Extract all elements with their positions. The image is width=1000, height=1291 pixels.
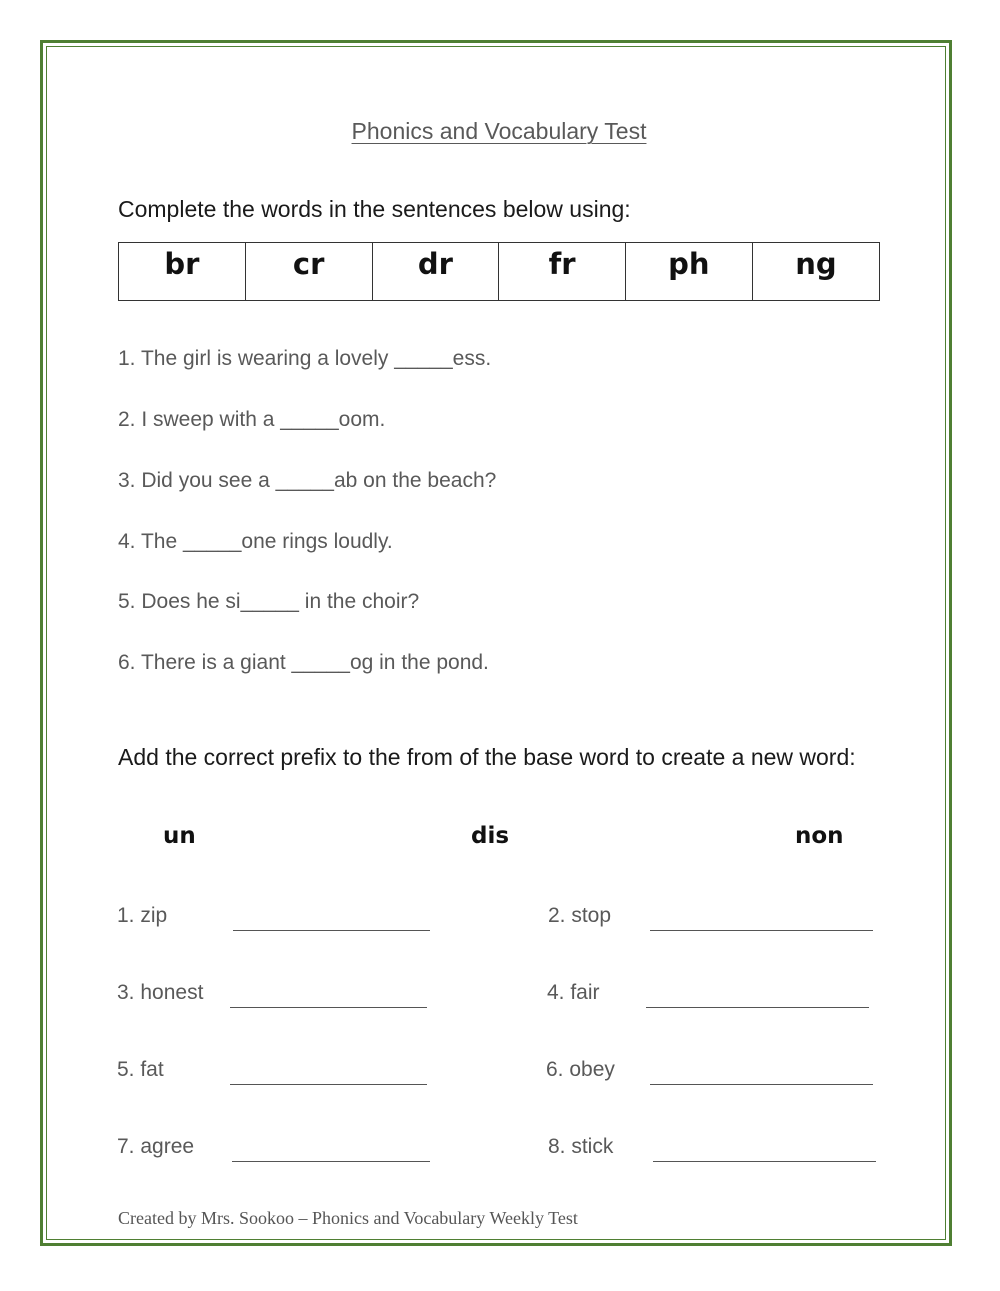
answer-line-7[interactable] [232, 1161, 430, 1162]
answer-line-6[interactable] [650, 1084, 873, 1085]
word-item-6: 6. obey [546, 1058, 615, 1081]
section2-instruction: Add the correct prefix to the from of the base word to create a new word: [118, 744, 856, 770]
answer-line-5[interactable] [230, 1084, 427, 1085]
word-item-3: 3. honest [117, 981, 204, 1004]
prefix-dis: dis [471, 823, 510, 849]
prefix-non: non [795, 823, 844, 849]
section1-instruction: Complete the words in the sentences below using: [118, 196, 631, 222]
blend-cell: ng [752, 243, 879, 301]
sentence-3: 3. Did you see a _____ab on the beach? [118, 469, 497, 492]
word-item-1: 1. zip [117, 904, 168, 927]
answer-line-1[interactable] [233, 930, 430, 931]
blend-cell: cr [245, 243, 372, 301]
answer-line-8[interactable] [653, 1161, 876, 1162]
footer-credit: Created by Mrs. Sookoo – Phonics and Vocabulary Weekly Test [118, 1208, 578, 1228]
answer-line-3[interactable] [230, 1007, 427, 1008]
sentence-4: 4. The _____one rings loudly. [118, 530, 393, 553]
prefix-un: un [163, 823, 196, 849]
page-title: Phonics and Vocabulary Test [351, 118, 647, 144]
answer-line-2[interactable] [650, 930, 873, 931]
blend-cell: dr [372, 243, 499, 301]
word-item-7: 7. agree [117, 1135, 195, 1158]
word-item-5: 5. fat [117, 1058, 164, 1081]
sentence-1: 1. The girl is wearing a lovely _____ess. [118, 347, 492, 370]
page-border-inner [46, 46, 946, 1240]
word-item-8: 8. stick [548, 1135, 614, 1158]
sentence-6: 6. There is a giant _____og in the pond. [118, 651, 489, 674]
word-item-4: 4. fair [547, 981, 600, 1004]
answer-line-4[interactable] [646, 1007, 869, 1008]
blend-cell: br [119, 243, 246, 301]
blend-cell: fr [499, 243, 626, 301]
sentence-2: 2. I sweep with a _____oom. [118, 408, 386, 431]
word-item-2: 2. stop [548, 904, 612, 927]
blend-cell: ph [625, 243, 752, 301]
blends-table [118, 242, 880, 301]
sentence-5: 5. Does he si_____ in the choir? [118, 590, 420, 613]
